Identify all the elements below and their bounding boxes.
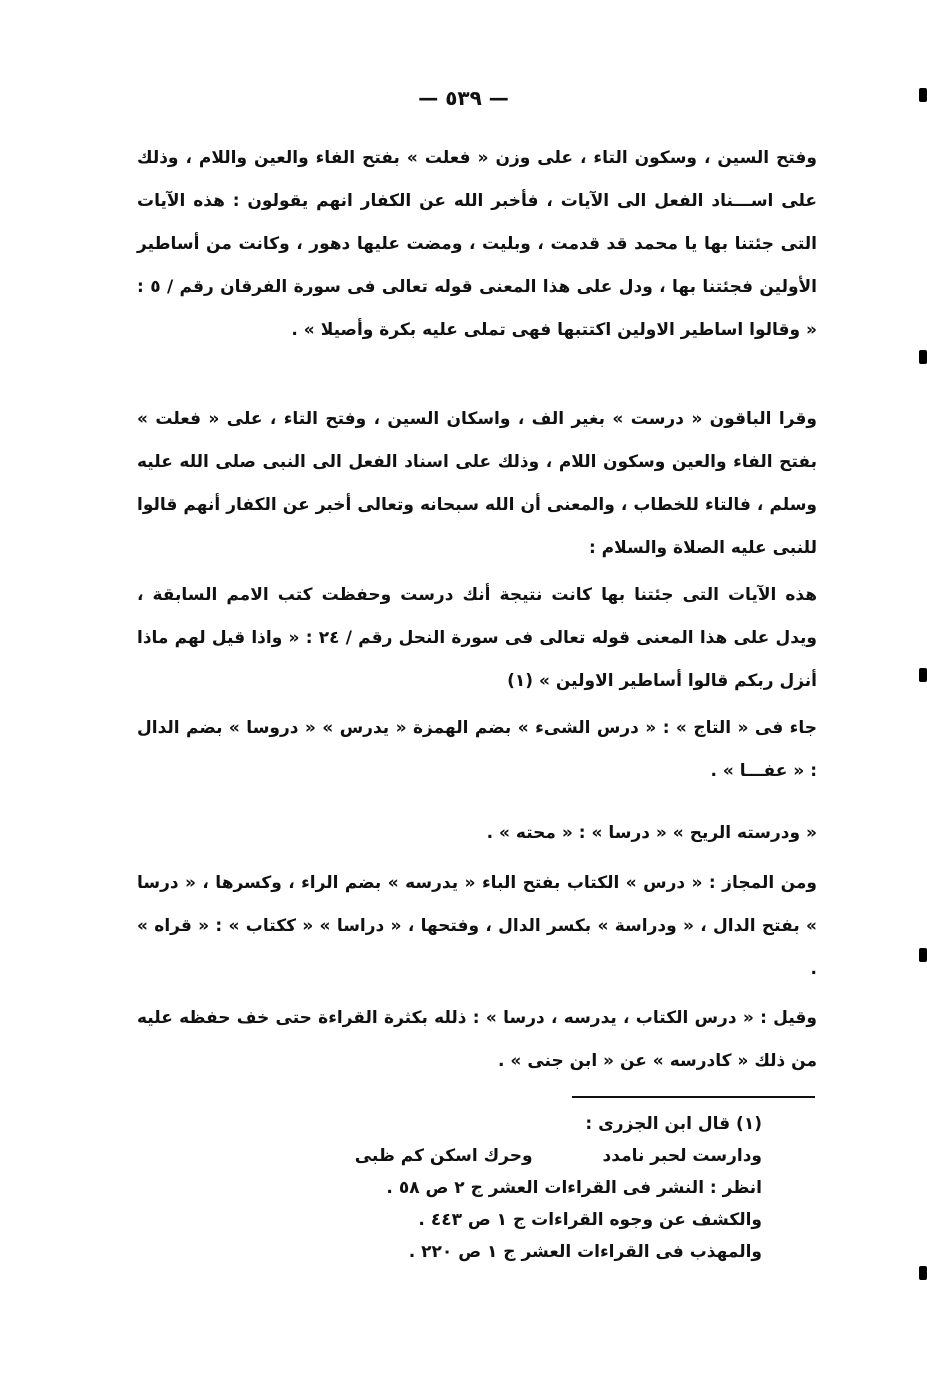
paragraph-2 — [137, 398, 817, 570]
paragraph-4 — [137, 707, 817, 793]
scan-edge-mark — [919, 1266, 927, 1280]
scan-edge-mark — [919, 668, 927, 682]
paragraph-text: وقيل : « درس الكتاب ، يدرسه ، درسا » : ذلله بكثرة القراءة حتى خف حفظه عليه من ذلك « كادرسه » عن « ابن جنى » . — [137, 1008, 817, 1071]
footnote-verse — [162, 1140, 762, 1172]
footnote-reference: والكشف عن وجوه القراءات ج ١ ص ٤٤٣ . — [418, 1210, 762, 1230]
footnote-references — [162, 1172, 762, 1268]
paragraph-text: ومن المجاز : « درس » الكتاب بفتح الباء « يدرسه » بضم الراء ، وكسرها ، « درسا » بفتح الدال ، « ودراسة » بكسر الدال ، وفتحها ، « دراسا » « ككتاب » : « قراه » . — [137, 873, 817, 979]
paragraph-text: هذه الآيات التى جئتنا بها كانت نتيجة أنك درست وحفظت كتب الامم السابقة ، ويدل على هذا المعنى قوله تعالى فى سورة النحل رقم / ٢٤ : « واذا قيل لهم ماذا أنزل ربكم قالوا أساطير الاولين » (١) — [137, 585, 817, 691]
verse-hemistich-left: وحرك اسكن كم ظبى — [354, 1146, 533, 1166]
paragraph-6 — [137, 862, 817, 991]
footnote-reference: والمهذب فى القراءات العشر ج ١ ص ٢٢٠ . — [408, 1242, 762, 1262]
paragraph-text: جاء فى « التاج » : « درس الشىء » بضم الهمزة « يدرس » « دروسا » بضم الدال : « عفـــا » . — [137, 718, 817, 781]
paragraph-text: وفتح السين ، وسكون التاء ، على وزن « فعلت » بفتح الفاء والعين واللام ، وذلك على اســـناد الفعل الى الآيات ، فأخبر الله عن الكفار انهم يقولون : هذه الآيات التى جئتنا بها يا محمد قد قدمت ، وبليت ، ومضت عليها دهور ، وكانت من أساطير الأولين فجئتنا بها ، ودل على هذا المعنى قوله تعالى فى سورة الفرقان رقم / ٥ : « وقالوا اساطير الاولين اكتتبها فهى تملى عليه بكرة وأصيلا » . — [137, 148, 818, 340]
footnote — [162, 1108, 762, 1172]
page-number: — ٥٣٩ — — [418, 86, 509, 110]
paragraph-7 — [137, 997, 817, 1083]
footnote-separator — [572, 1096, 815, 1098]
paragraph-text: وقرا الباقون « درست » بغير الف ، واسكان السين ، وفتح التاء ، على « فعلت » بفتح الفاء والعين وسكون اللام ، وذلك على اسناد الفعل الى النبى صلى الله عليه وسلم ، فالتاء للخطاب ، والمعنى أن الله سبحانه وتعالى أخبر عن الكفار أنهم قالوا للنبى عليه الصلاة والسلام : — [137, 409, 817, 558]
scan-edge-mark — [919, 948, 927, 962]
paragraph-text: « ودرسته الريح » « درسا » : « محته » . — [486, 823, 817, 843]
scan-edge-mark — [919, 88, 927, 102]
verse-hemistich-right: ودارست لحبر نامدد — [602, 1146, 762, 1166]
paragraph-3 — [137, 574, 817, 703]
paragraph-5 — [137, 812, 817, 855]
scan-edge-mark — [919, 350, 927, 364]
footnote-reference: انظر : النشر فى القراءات العشر ج ٢ ص ٥٨ . — [386, 1178, 762, 1198]
footnote-marker: (١) قال ابن الجزرى : — [585, 1114, 762, 1134]
paragraph-1 — [137, 137, 817, 352]
